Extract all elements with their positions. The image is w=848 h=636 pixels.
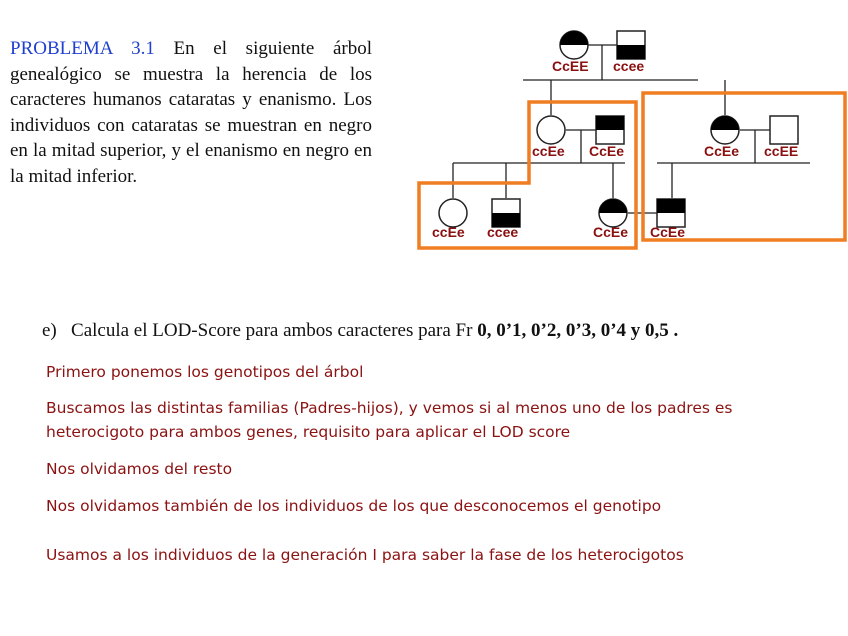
problem-text: En el siguiente árbol genealógico se muestra la herencia de los caracteres humanos cataratas y enanismo. Los individuos con cataratas se muestran en negro en la mitad superior, y el enanismo en negro en la mitad inferior. <box>10 38 372 187</box>
note-1: Primero ponemos los genotipos del árbol <box>46 363 364 381</box>
gen3-right-male-symbol <box>657 199 685 227</box>
genotype-gen3-right-male: CcEe <box>650 224 686 240</box>
question-e <box>42 320 822 342</box>
genotype-gen3-mid-male: ccee <box>487 224 519 240</box>
gen2-left-female-symbol <box>537 116 565 144</box>
pedigree-chart <box>0 0 848 300</box>
gen3-mid-male-symbol <box>492 199 520 227</box>
note-3: Nos olvidamos del resto <box>46 460 233 478</box>
note-2: Buscamos las distintas familias (Padres-hijos), y vemos si al menos uno de los padres es heterocigoto para ambos genes, requisito para aplicar el LOD score <box>46 399 733 441</box>
genotype-gen2-left-female: ccEe <box>532 143 565 159</box>
gen3-right-female-symbol <box>599 199 627 227</box>
genotype-gen2-right-female: CcEe <box>704 143 740 159</box>
note-5: Usamos a los individuos de la generación I para saber la fase de los heterocigotos <box>46 546 684 564</box>
question-values: 0, 0’1, 0’2, 0’3, 0’4 y 0,5 . <box>477 320 679 341</box>
genotype-gen2-left-male: CcEe <box>589 143 625 159</box>
question-text: Calcula el LOD-Score para ambos caracteres para Fr <box>71 320 473 341</box>
gen3-left-female-symbol <box>439 199 467 227</box>
note-4: Nos olvidamos también de los individuos de los que desconocemos el genotipo <box>46 497 662 515</box>
genotype-gen3-right-female: CcEe <box>593 224 629 240</box>
gen2-right-male-symbol <box>770 116 798 144</box>
gen1-male-symbol <box>617 31 645 59</box>
gen1-female-symbol <box>560 31 588 59</box>
genotype-gen3-left-female: ccEe <box>432 224 465 240</box>
gen2-right-female-symbol <box>711 116 739 144</box>
problem-title: PROBLEMA 3.1 <box>10 38 155 59</box>
question-prefix: e) <box>42 320 57 341</box>
gen2-left-male-symbol <box>596 116 624 144</box>
genotype-gen1-male: ccee <box>613 58 645 74</box>
genotype-gen1-female: CcEE <box>552 58 589 74</box>
genotype-gen2-right-male: ccEE <box>764 143 799 159</box>
